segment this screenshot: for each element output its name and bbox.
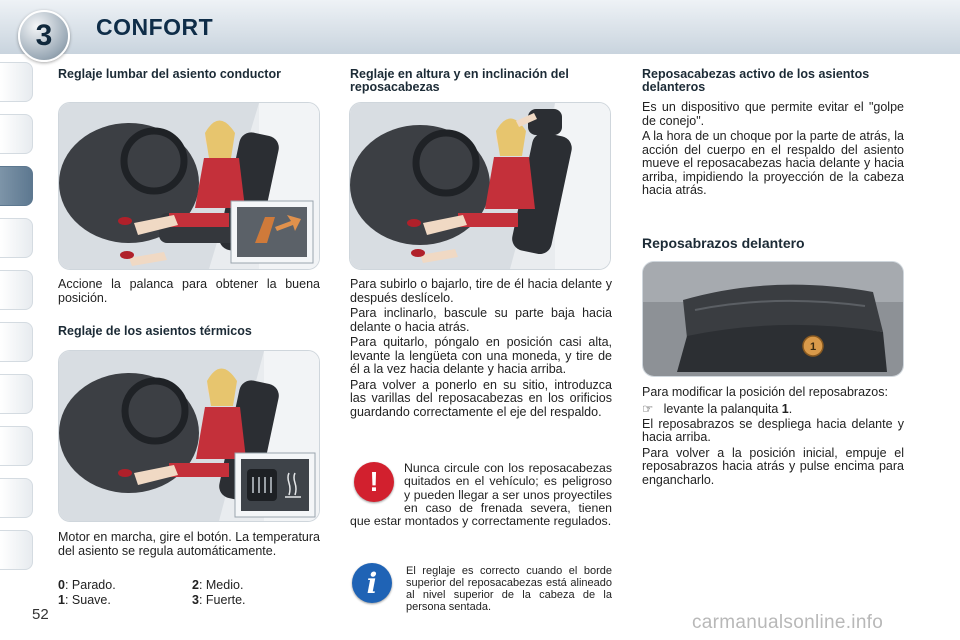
chapter-tab-rail <box>0 62 34 574</box>
heat-level-0-number: 0 <box>58 578 65 592</box>
heat-level-3 <box>192 593 312 608</box>
heat-level-3-label: : Fuerte. <box>198 593 246 607</box>
lumbar-heading-wrap <box>58 68 320 81</box>
lumbar-photo <box>58 102 320 270</box>
chapter-tab-7[interactable] <box>0 374 33 414</box>
heat-level-1-number: 1 <box>58 593 65 607</box>
headrest-text-raise: Para subirlo o bajarlo, tire de él hacia delante y después deslícelo. <box>350 277 612 305</box>
chapter-tab-8[interactable] <box>0 426 33 466</box>
headrest-text-refit: Para volver a ponerlo en su sitio, introduzca las varillas del reposacabezas en los orificios guardando correctamente el eje del respaldo. <box>350 377 612 419</box>
active-headrest-heading: Reposacabezas activo de los asientos delanteros <box>642 67 870 94</box>
lumbar-text-wrap <box>58 278 320 307</box>
chapter-tab-6[interactable] <box>0 322 33 362</box>
chapter-tab-4[interactable] <box>0 218 33 258</box>
warning-icon-spacer <box>350 462 404 514</box>
chapter-title: CONFORT <box>96 14 214 40</box>
armrest-text-return: Para volver a la posición inicial, empuje el reposabrazos hacia atrás y pulse encima para engancharlo. <box>642 445 904 487</box>
heat-level-1-label: : Suave. <box>64 593 111 607</box>
headrest-heading-wrap <box>350 68 612 94</box>
armrest-callout-1: 1 <box>809 341 817 353</box>
armrest-bullet-end: . <box>788 401 793 416</box>
lumbar-instruction: Accione la palanca para obtener la buena posición. <box>58 277 320 305</box>
heat-level-0 <box>58 578 178 593</box>
heat-level-2-label: : Medio. <box>198 578 244 592</box>
heat-level-1 <box>58 593 178 608</box>
watermark: carmanualsonline.info <box>692 612 884 633</box>
armrest-heading: Reposabrazos delantero <box>642 235 805 251</box>
heated-seats-instruction: Motor en marcha, gire el botón. La temperatura del asiento se regula automáticamente. <box>58 530 320 558</box>
headrest-text-wrap <box>350 278 612 421</box>
heated-seats-heading: Reglaje de los asientos térmicos <box>58 324 252 338</box>
armrest-text-intro: Para modificar la posición del reposabrazos: <box>642 385 888 399</box>
info-note: El reglaje es correcto cuando el borde superior del reposacabezas está alineado al nivel superior de la cabeza de la persona sentada. <box>406 565 612 613</box>
warning-note: Nunca circule con los reposacabezas quitados en el vehículo; es peligroso y pueden llegar a ser unos proyectiles en caso de frenada severa, tienen que estar montados y correctamente regulados. <box>350 461 612 529</box>
chapter-tab-10[interactable] <box>0 530 33 570</box>
active-headrest-heading-wrap <box>642 68 904 94</box>
chapter-tab-9[interactable] <box>0 478 33 518</box>
heat-level-0-label: : Parado. <box>64 578 116 592</box>
chapter-tab-1[interactable] <box>0 62 33 102</box>
warning-note-wrap <box>350 462 612 530</box>
info-icon: i <box>352 563 392 603</box>
armrest-photo <box>642 261 904 377</box>
armrest-bullet <box>642 402 904 416</box>
chapter-tab-3-active[interactable] <box>0 166 33 206</box>
armrest-text-wrap <box>642 386 904 489</box>
heat-level-3-number: 3 <box>192 593 199 607</box>
heat-level-2 <box>192 578 312 593</box>
active-headrest-text-1: Es un dispositivo que permite evitar el "golpe de conejo". <box>642 100 904 128</box>
heated-heading-wrap <box>58 325 320 338</box>
chapter-number-badge: 3 <box>18 10 70 62</box>
pointing-hand-icon: ☞ <box>642 401 654 416</box>
armrest-text-deploy: El reposabrazos se despliega hacia delante y hacia arriba. <box>642 416 904 444</box>
armrest-bullet-text: levante la palanquita <box>663 401 782 416</box>
info-note-wrap <box>406 565 612 615</box>
page-number: 52 <box>32 606 49 623</box>
heated-text-wrap <box>58 531 320 560</box>
lumbar-heading: Reglaje lumbar del asiento conductor <box>58 67 281 81</box>
heat-level-2-number: 2 <box>192 578 199 592</box>
active-headrest-text-wrap <box>642 101 904 200</box>
headrest-text-tilt: Para inclinarlo, bascule su parte baja hacia delante o hacia atrás. <box>350 306 612 334</box>
active-headrest-text-2: A la hora de un choque por la parte de atrás, la acción del cuerpo en el respaldo del asiento mueve el reposacabezas hacia delante y hacia arriba, impidiendo la proyección de la cabeza hacia atrás. <box>642 129 904 197</box>
headrest-adjust-heading: Reglaje en altura y en inclinación del reposacabezas <box>350 67 569 94</box>
armrest-heading-wrap <box>642 235 904 251</box>
chapter-tab-5[interactable] <box>0 270 33 310</box>
headrest-photo <box>349 102 611 270</box>
chapter-header <box>0 0 960 54</box>
chapter-tab-2[interactable] <box>0 114 33 154</box>
heated-seat-photo <box>58 350 320 522</box>
armrest-bullet-number: 1 <box>781 401 789 416</box>
warning-icon: ! <box>354 462 394 502</box>
headrest-text-remove: Para quitarlo, póngalo en posición casi alta, levante la lengüeta con una moneda, y tire de él a la vez hacia delante y hacia arriba. <box>350 335 612 376</box>
